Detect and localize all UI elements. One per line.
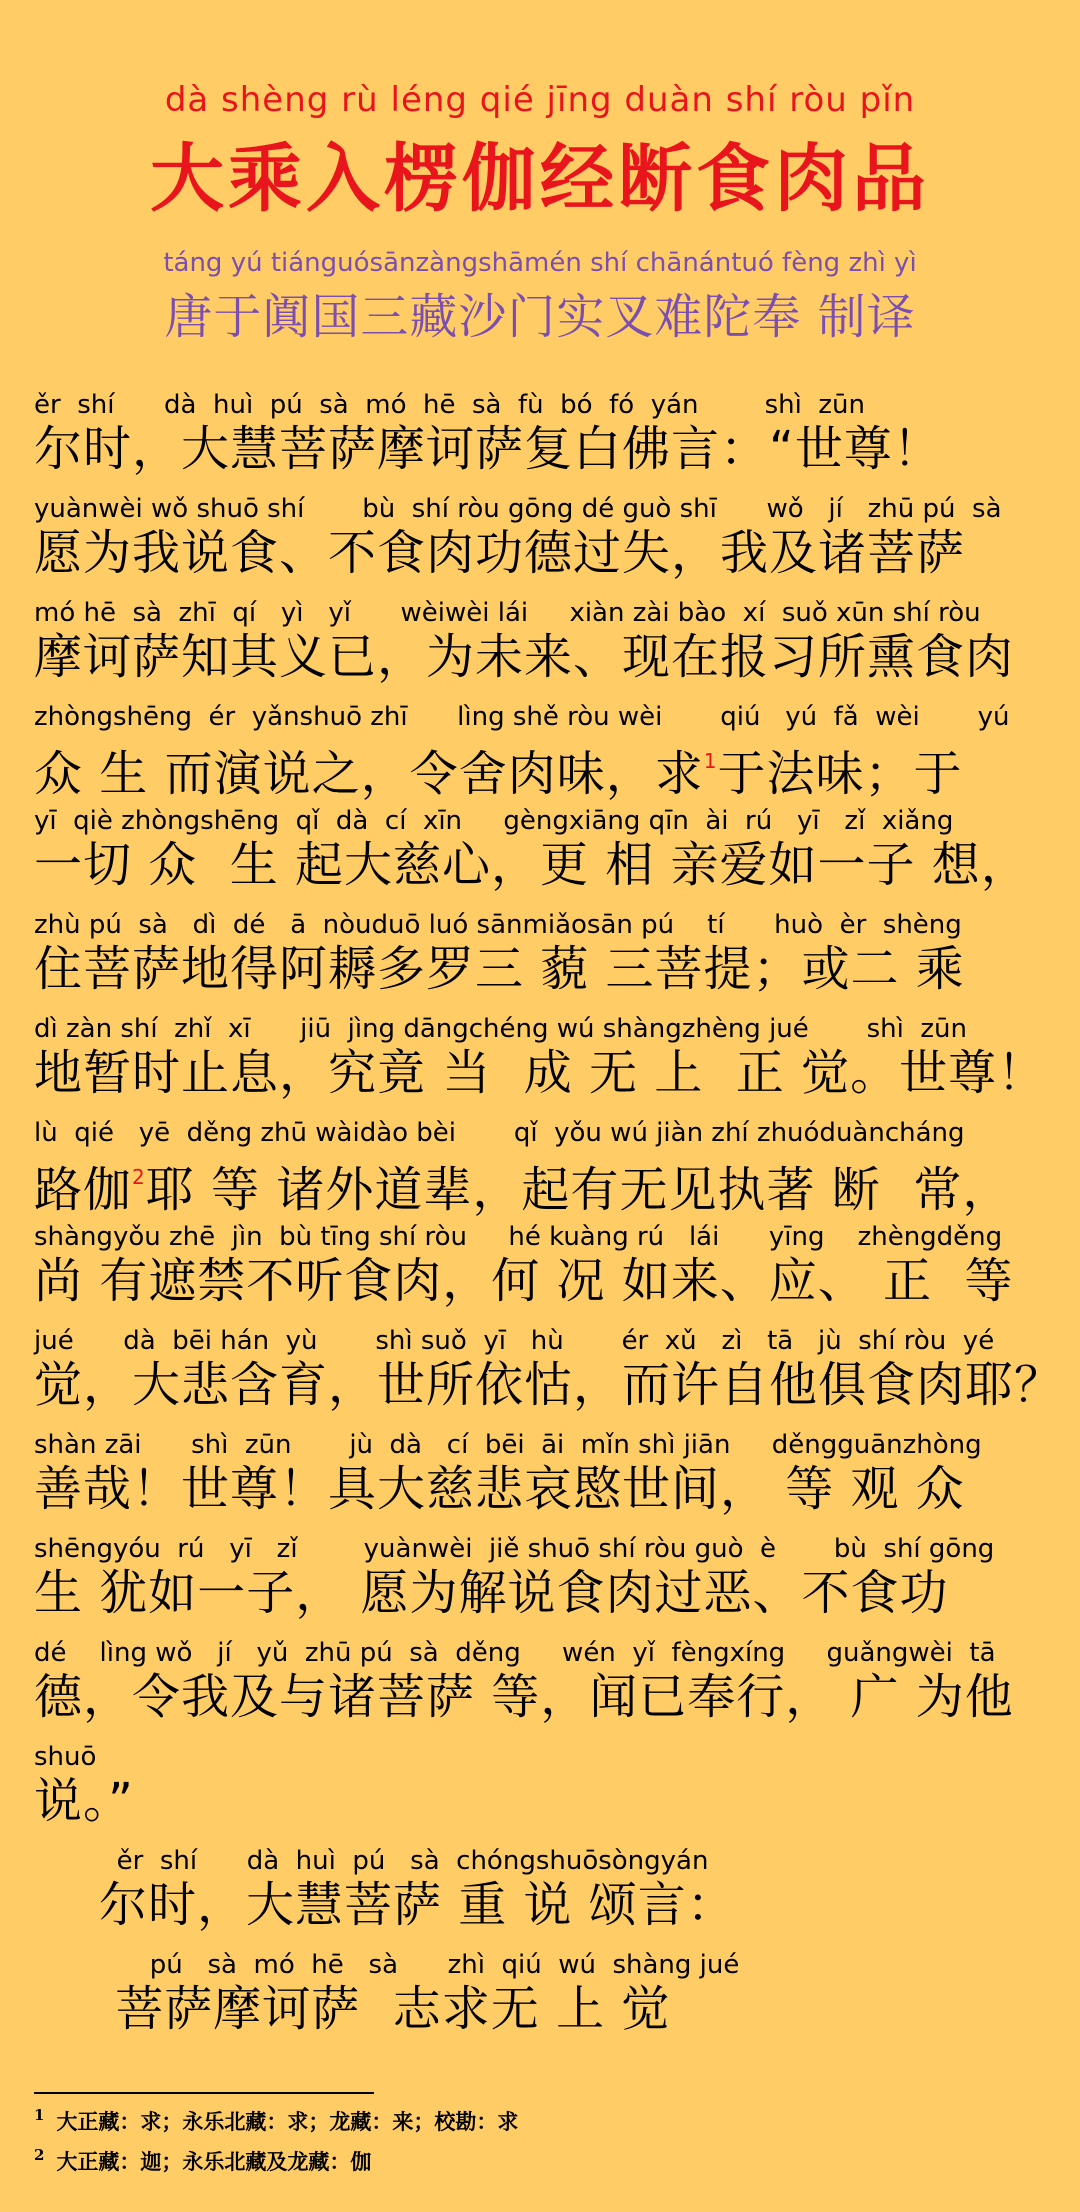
hanzi-line: 德，令我及与诸菩萨 等，闻已奉行， 广 为他 <box>34 1669 1014 1725</box>
verse-line <box>34 910 1054 998</box>
pinyin-line: shuō <box>34 1742 97 1772</box>
hanzi-line: 说。” <box>34 1773 134 1829</box>
footnote-number: 1 <box>34 2106 45 2124</box>
footnote-text: 大正藏：迦；永乐北藏及龙藏：伽 <box>56 2149 372 2174</box>
verse-line <box>34 1326 1064 1414</box>
pinyin-line: pú sà mó hē sà zhì qiú wú shàng jué <box>34 1950 740 1980</box>
verse-line <box>34 494 1054 582</box>
hanzi-line: 尔时，大慧菩萨摩诃萨复白佛言：“世尊！ <box>34 421 942 477</box>
hanzi-line: 住菩萨地得阿耨多罗三 藐 三菩提；或二 乘 <box>34 941 965 997</box>
pinyin-line: yī qiè zhòngshēng qǐ dà cí xīn gèngxiāng qīn ài rú yī zǐ xiǎng <box>34 806 954 836</box>
hanzi-line: 一切 众 生 起大慈心，更 相 亲爱如一子 想， <box>34 837 1030 893</box>
pinyin-line: dé lìng wǒ jí yǔ zhū pú sà děng wén yǐ fèngxíng guǎngwèi tā <box>34 1638 996 1668</box>
pinyin-line: shēngyóu rú yī zǐ yuànwèi jiě shuō shí ròu guò è bù shí gōng <box>34 1534 995 1564</box>
footnote-2 <box>34 2146 371 2176</box>
hanzi-line: 尔时，大慧菩萨 重 说 颂言： <box>34 1877 736 1933</box>
footnote-text: 大正藏：求；永乐北藏：求；龙藏：来；校勘：求 <box>56 2109 519 2134</box>
pinyin-line: jué dà bēi hán yù shì suǒ yī hù ér xǔ zì tā jù shí ròu yé <box>34 1326 995 1356</box>
hanzi-line: 尚 有遮禁不听食肉，何 况 如来、应、 正 等 <box>34 1253 1014 1309</box>
verse-line <box>34 1430 1054 1518</box>
pinyin-line: yuànwèi wǒ shuō shí bù shí ròu gōng dé guò shī wǒ jí zhū pú sà <box>34 494 1002 524</box>
pinyin-line: mó hē sà zhī qí yì yǐ wèiwèi lái xiàn zài bào xí suǒ xūn shí ròu <box>34 598 981 628</box>
verse-line <box>34 806 1054 894</box>
verse-line <box>34 1222 1054 1310</box>
hanzi-line: 善哉！世尊！具大慈悲哀愍世间， 等 观 众 <box>34 1461 965 1517</box>
pinyin-line: shàngyǒu zhē jìn bù tīng shí ròu hé kuàng rú lái yīng zhèngděng <box>34 1222 1003 1252</box>
verse-line <box>34 1534 1054 1622</box>
verse-line <box>34 1846 1054 1934</box>
hanzi-line: 众 生 而演说之，令舍肉味，求$^1$于法味；于 <box>34 746 963 802</box>
pinyin-line: lù qié yē děng zhū wàidào bèi qǐ yǒu wú jiàn zhí zhuóduàncháng <box>34 1118 965 1148</box>
pinyin-line: ěr shí dà huì pú sà mó hē sà fù bó fó yán shì zūn <box>34 390 866 420</box>
verse-line <box>34 390 1054 478</box>
page-title: 大乘入楞伽经断食肉品 <box>150 136 930 222</box>
pinyin-line: shàn zāi shì zūn jù dà cí bēi āi mǐn shì jiān děngguānzhòng <box>34 1430 982 1460</box>
verse-line <box>34 1742 1054 1830</box>
pinyin-line: zhù pú sà dì dé ā nòuduō luó sānmiǎosān pú tí huò èr shèng <box>34 910 962 940</box>
verse-line <box>34 598 1054 686</box>
hanzi-line: 觉，大悲含育，世所依怙，而许自他俱食肉耶？ <box>34 1357 1064 1413</box>
hanzi-line: 菩萨摩诃萨 志求无 上 觉 <box>34 1981 671 2037</box>
hanzi-line: 生 犹如一子， 愿为解说食肉过恶、不食功 <box>34 1565 949 1621</box>
translator-pinyin: táng yú tiánguósānzàngshāmén shí chānántuó fèng zhì yì <box>163 248 917 278</box>
footnote-divider <box>34 2092 374 2094</box>
translator-line: 唐于阗国三藏沙门实叉难陀奉 制译 <box>164 289 916 345</box>
verse-line <box>34 1014 1054 1102</box>
verse-line <box>34 1950 1054 2038</box>
pinyin-line: ěr shí dà huì pú sà chóngshuōsòngyán <box>34 1846 709 1876</box>
verse-line <box>34 1638 1054 1726</box>
footnote-marker: 1 <box>703 749 718 773</box>
pinyin-line: dì zàn shí zhǐ xī jiū jìng dāngchéng wú shàngzhèng jué shì zūn <box>34 1014 968 1044</box>
hanzi-line: 地暂时止息，究竟 当 成 无 上 正 觉。世尊！ <box>34 1045 1047 1101</box>
pinyin-line: zhòngshēng ér yǎnshuō zhī lìng shě ròu wèi qiú yú fǎ wèi yú <box>34 702 1010 732</box>
footnote-1 <box>34 2106 518 2136</box>
footnote-marker: 2 <box>132 1165 146 1189</box>
footnote-number: 2 <box>34 2146 45 2164</box>
verse-line <box>34 702 1054 803</box>
hanzi-line: 摩诃萨知其义已，为未来、现在报习所熏食肉 <box>34 629 1015 685</box>
hanzi-line: 愿为我说食、不食肉功德过失，我及诸菩萨 <box>34 525 966 581</box>
hanzi-line: 路伽$^2$耶 等 诸外道辈，起有无见执著 断 常， <box>34 1162 1012 1218</box>
verse-line <box>34 1118 1054 1219</box>
title-pinyin: dà shèng rù léng qié jīng duàn shí ròu pǐn <box>164 80 916 120</box>
